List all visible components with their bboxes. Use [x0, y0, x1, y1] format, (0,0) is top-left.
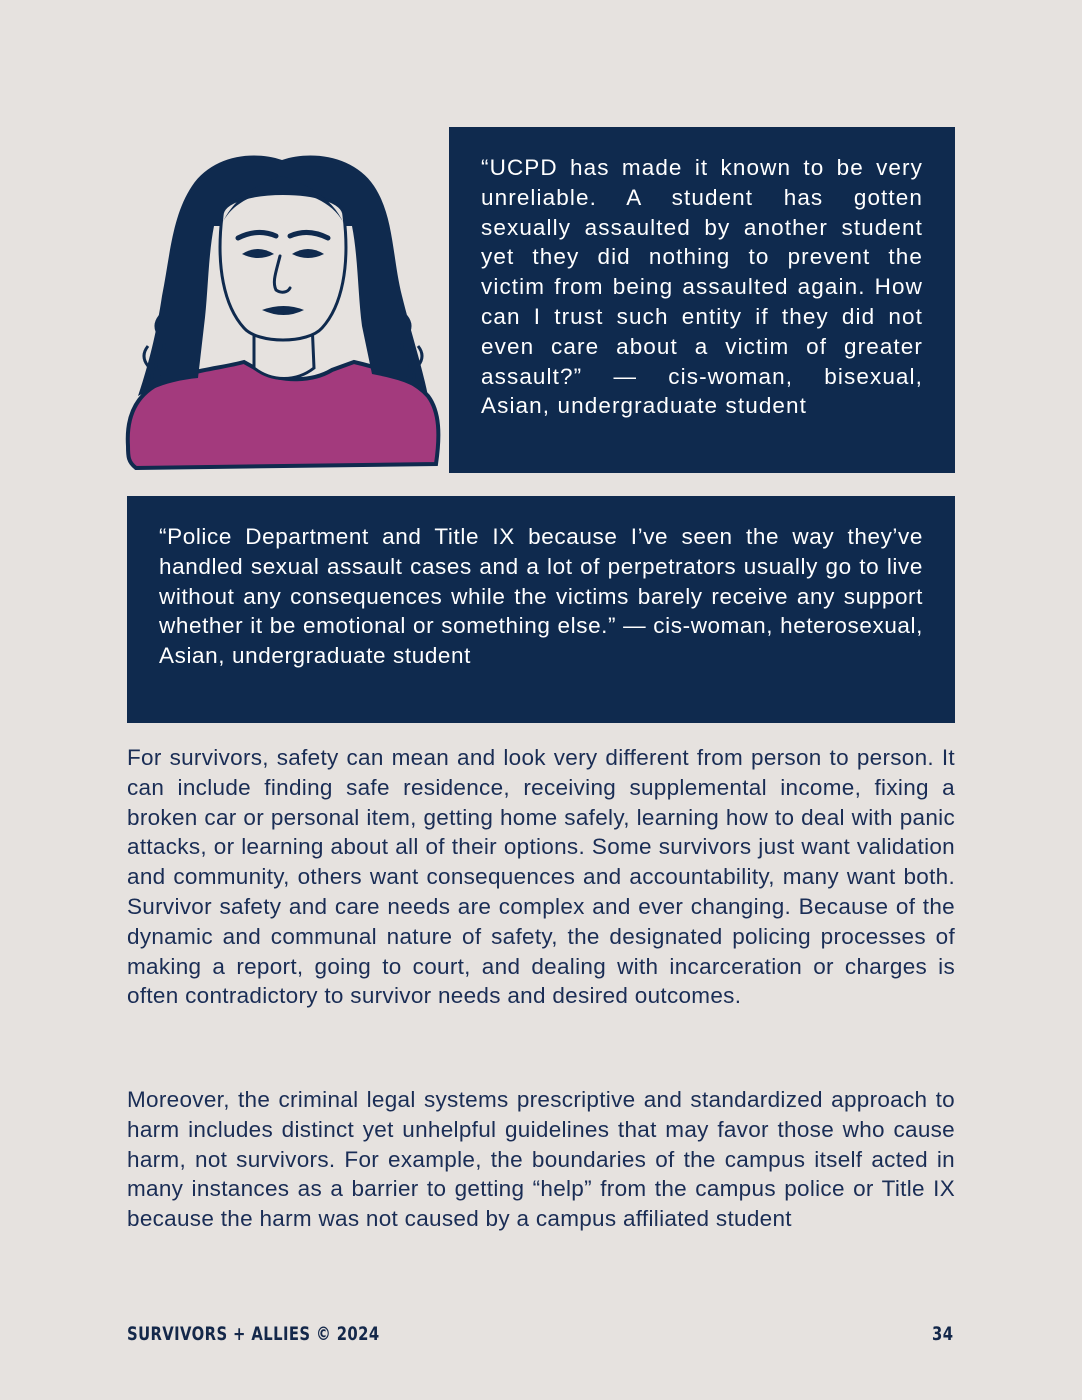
quote-box-ucpd — [449, 127, 955, 473]
page-number: 34 — [932, 1323, 954, 1345]
quote-text: “Police Department and Title IX because I’ve seen the way they’ve handled sexual assault cases and a lot of perpetrators usually go to live without any consequences while the victims barely receive any support whether it be emotional or something else.” — cis-woman, heterosexual, Asian, undergraduate student — [159, 524, 923, 669]
body-paragraph-criminal-legal-system: Moreover, the criminal legal systems prescriptive and standardized approach to harm includes distinct yet unhelpful guidelines that may favor those who cause harm, not survivors. For example, the boundaries of the campus itself acted in many instances as a barrier to getting “help” from the campus police or Title IX because the harm was not caused by a campus affiliated student — [127, 1087, 955, 1232]
quote-box-police-title-ix — [127, 496, 955, 723]
quote-text: “UCPD has made it known to be very unreliable. A student has gotten sexually assaulted by another student yet they did nothing to prevent the victim from being assaulted again. How can I trust such entity if they did not even care about a victim of greater assault?” — cis-woman, bisexual, Asian, undergraduate student — [481, 155, 923, 419]
body-paragraph-survivor-safety: For survivors, safety can mean and look very different from person to person. It can include finding safe residence, receiving supplemental income, fixing a broken car or personal item, getting home safely, learning how to deal with panic attacks, or learning about all of their options. Some survivors just want validation and community, others want consequences and accountability, many want both. Survivor safety and care needs are complex and ever changing. Because of the dynamic and communal nature of safety, the designated policing processes of making a report, going to court, and dealing with incarceration or charges is often contradictory to survivor needs and desired outcomes. — [127, 745, 955, 1009]
footer-credit: SURVIVORS + ALLIES © 2024 — [127, 1323, 380, 1345]
portrait-illustration — [122, 146, 444, 478]
